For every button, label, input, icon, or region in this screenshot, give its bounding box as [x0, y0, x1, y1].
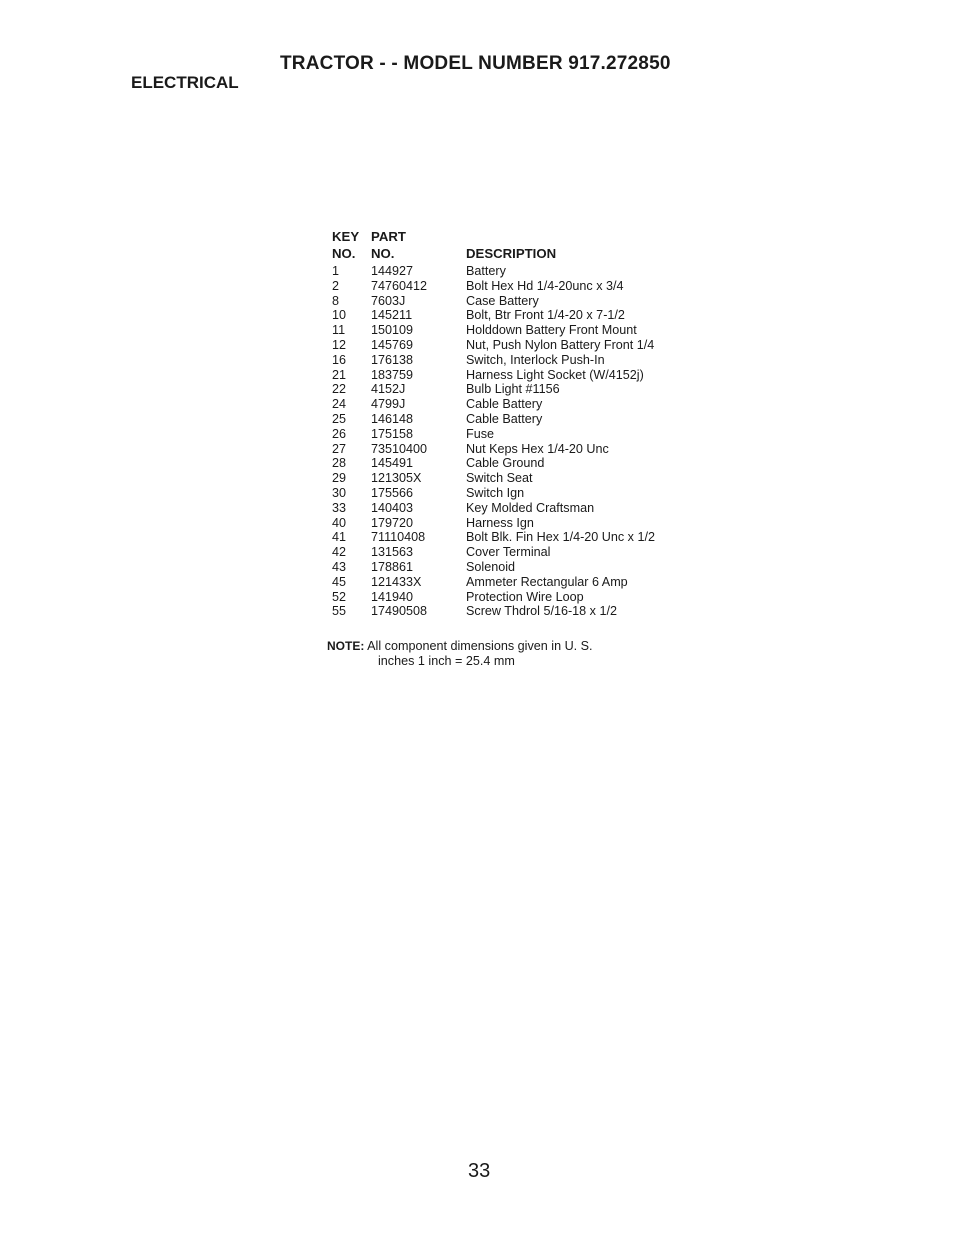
description-cell: Battery	[466, 264, 506, 278]
part-no-cell: 176138	[371, 352, 414, 367]
key-no-cell: 42	[332, 545, 347, 560]
key-no-cell: 24	[332, 397, 347, 412]
key-no-cell: 28	[332, 456, 347, 471]
part-header-line2: NO.	[371, 246, 395, 261]
note	[327, 639, 593, 669]
part-no-cell: 145769	[371, 337, 414, 352]
note-label: NOTE:	[327, 639, 365, 653]
description-cell: Nut, Push Nylon Battery Front 1/4	[466, 337, 655, 352]
key-no-cell: 27	[332, 441, 347, 456]
description-cell: Protection Wire Loop	[466, 589, 584, 604]
key-no-cell: 25	[332, 411, 347, 426]
section-title: ELECTRICAL	[131, 73, 239, 92]
part-header-line1: PART	[371, 229, 406, 244]
description-cell: Switch, Interlock Push-In	[466, 352, 605, 367]
description-cell: Cable Battery	[466, 397, 543, 412]
key-no-cell: 29	[332, 471, 347, 486]
key-no-cell: 11	[332, 323, 346, 338]
description-cell: Key Molded Craftsman	[466, 500, 595, 515]
part-no-cell: 73510400	[371, 441, 428, 456]
description-cell: Solenoid	[466, 559, 516, 574]
key-no-cell: 52	[332, 589, 347, 604]
part-no-cell: 146148	[371, 411, 414, 426]
description-cell: Nut Keps Hex 1/4-20 Unc	[466, 441, 609, 456]
part-no-cell: 179720	[371, 515, 414, 530]
key-no-cell: 21	[332, 367, 347, 382]
key-no-cell: 2	[332, 278, 340, 293]
key-no-cell: 40	[332, 515, 347, 530]
key-no-cell: 30	[332, 485, 347, 500]
description-cell: Bulb Light #1156	[466, 382, 560, 397]
key-no-cell: 41	[332, 530, 347, 545]
part-no-cell: 71110408	[371, 530, 426, 545]
key-no-cell: 8	[332, 293, 340, 308]
description-cell: Cable Battery	[466, 411, 543, 426]
key-no-cell: 16	[332, 352, 347, 367]
part-no-cell: 145211	[371, 308, 413, 323]
key-no-cell: 43	[332, 559, 347, 574]
key-header-line2: NO.	[332, 246, 356, 261]
description-cell: Screw Thdrol 5/16-18 x 1/2	[466, 604, 617, 619]
note-text-line2: inches 1 inch = 25.4 mm	[378, 654, 515, 668]
description-cell: Switch Ign	[466, 485, 525, 500]
key-no-cell: 1	[332, 264, 340, 278]
part-no-cell: 178861	[371, 559, 414, 574]
part-no-cell: 175158	[371, 426, 414, 441]
description-cell: Harness Ign	[466, 515, 534, 530]
description-cell: Fuse	[466, 426, 494, 441]
key-no-cell: 10	[332, 308, 347, 323]
description-cell: Bolt Blk. Fin Hex 1/4-20 Unc x 1/2	[466, 530, 655, 545]
part-no-cell: 150109	[371, 323, 414, 338]
part-no-cell: 4799J	[371, 397, 406, 412]
description-cell: Switch Seat	[466, 471, 533, 486]
description-cell: Holddown Battery Front Mount	[466, 323, 637, 338]
part-no-cell: 141940	[371, 589, 414, 604]
part-no-cell: 4152J	[371, 382, 406, 397]
part-no-cell: 17490508	[371, 604, 428, 619]
key-no-cell: 33	[332, 500, 347, 515]
page-title: TRACTOR - - MODEL NUMBER 917.272850	[280, 53, 671, 74]
key-no-cell: 22	[332, 382, 347, 397]
description-header: DESCRIPTION	[466, 246, 557, 261]
part-no-cell: 7603J	[371, 293, 406, 308]
key-no-cell: 26	[332, 426, 347, 441]
description-cell: Bolt Hex Hd 1/4-20unc x 3/4	[466, 278, 624, 293]
note-text-line1: All component dimensions given in U. S.	[367, 639, 593, 653]
description-cell: Case Battery	[466, 293, 539, 308]
key-no-cell: 12	[332, 337, 347, 352]
key-header-line1: KEY	[332, 229, 360, 244]
part-no-cell: 144927	[371, 264, 414, 278]
part-no-cell: 145491	[371, 456, 414, 471]
description-cell: Ammeter Rectangular 6 Amp	[466, 574, 628, 589]
key-no-cell: 45	[332, 574, 347, 589]
description-cell: Cable Ground	[466, 456, 545, 471]
description-cell: Bolt, Btr Front 1/4-20 x 7-1/2	[466, 308, 625, 323]
part-no-cell: 140403	[371, 500, 414, 515]
part-no-cell: 183759	[371, 367, 414, 382]
page-number: 33	[468, 1160, 491, 1182]
part-no-cell: 175566	[371, 485, 414, 500]
part-no-cell: 74760412	[371, 278, 428, 293]
part-no-cell: 121305X	[371, 471, 422, 486]
part-no-cell: 121433X	[371, 574, 422, 589]
description-cell: Cover Terminal	[466, 545, 551, 560]
key-no-cell: 55	[332, 604, 347, 619]
part-no-cell: 131563	[371, 545, 414, 560]
description-cell: Harness Light Socket (W/4152j)	[466, 367, 644, 382]
